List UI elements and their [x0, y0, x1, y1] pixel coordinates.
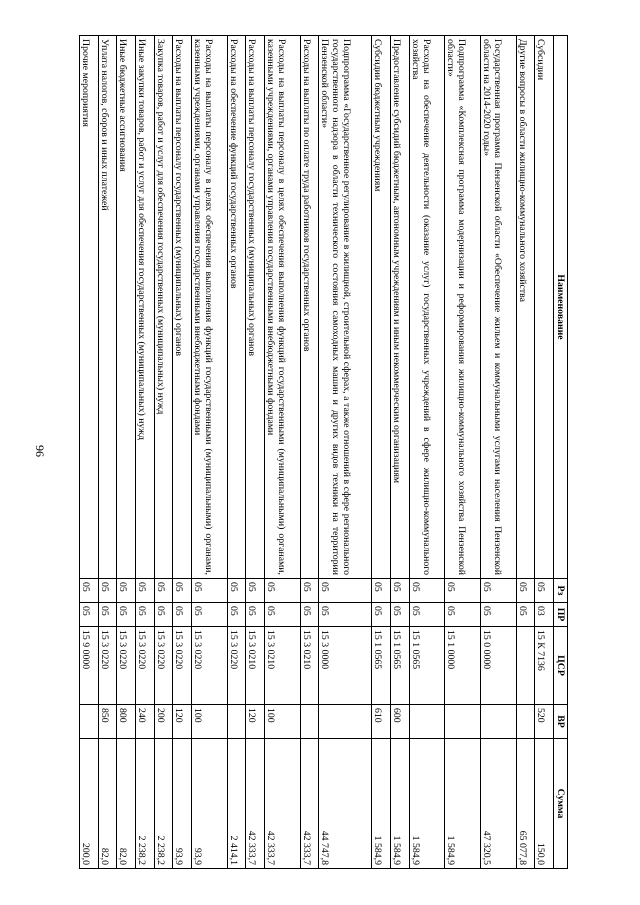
- cell-name: Расходы на выплаты персоналу государственных (муниципальных) органов: [246, 36, 265, 579]
- cell-csr: 15 3 0210: [265, 627, 301, 705]
- table-row: [154, 36, 173, 869]
- cell-csr: 15 3 0220: [117, 627, 136, 705]
- table-row: [173, 36, 192, 869]
- cell-csr: 15 3 0210: [246, 627, 265, 705]
- page-number: 96: [33, 445, 47, 457]
- cell-rz: 05: [445, 579, 481, 603]
- cell-pr: 05: [372, 603, 391, 627]
- table-row: [300, 36, 319, 869]
- cell-vr: [409, 705, 445, 739]
- cell-vr: 240: [136, 705, 155, 739]
- cell-name: Другие вопросы в области жилищно-коммунального хозяйства: [516, 36, 535, 579]
- header-vr: ВР: [554, 705, 568, 739]
- cell-sum: 42 333,7: [246, 739, 265, 869]
- cell-vr: 800: [117, 705, 136, 739]
- cell-rz: 05: [154, 579, 173, 603]
- table-header-row: [554, 36, 568, 869]
- cell-csr: 15 3 0220: [136, 627, 155, 705]
- cell-pr: 05: [390, 603, 409, 627]
- budget-table: [79, 35, 568, 869]
- rotated-table-area: [79, 35, 568, 868]
- cell-pr: 05: [192, 603, 228, 627]
- cell-pr: 05: [319, 603, 372, 627]
- table-row: [227, 36, 246, 869]
- cell-vr: [480, 705, 516, 739]
- cell-rz: 05: [227, 579, 246, 603]
- cell-sum: 93,9: [192, 739, 228, 869]
- header-csr: ЦСР: [554, 627, 568, 705]
- cell-pr: 05: [265, 603, 301, 627]
- cell-vr: 850: [98, 705, 117, 739]
- cell-pr: 05: [136, 603, 155, 627]
- cell-sum: 1 584,9: [445, 739, 481, 869]
- cell-vr: 100: [265, 705, 301, 739]
- cell-sum: 47 320,5: [480, 739, 516, 869]
- cell-pr: 05: [80, 603, 99, 627]
- cell-vr: 520: [535, 705, 554, 739]
- cell-csr: 15 3 0220: [173, 627, 192, 705]
- header-rz: Рз: [554, 579, 568, 603]
- cell-sum: 65 077,8: [516, 739, 535, 869]
- cell-sum: 42 333,7: [265, 739, 301, 869]
- cell-rz: 05: [80, 579, 99, 603]
- cell-csr: 15 1 0565: [372, 627, 391, 705]
- table-row: [480, 36, 516, 869]
- cell-name: Уплата налогов, сборов и иных платежей: [98, 36, 117, 579]
- cell-csr: 15 1 0565: [409, 627, 445, 705]
- cell-name: Расходы на выплаты персоналу в целях обеспечения выполнения функций государственными (муниципальными) органами, казенными учреждениями, органами управления государственными внебюджетными фондами: [265, 36, 301, 579]
- cell-sum: 1 584,9: [372, 739, 391, 869]
- table-row: [136, 36, 155, 869]
- cell-sum: 1 584,9: [390, 739, 409, 869]
- cell-csr: 15 3 0220: [98, 627, 117, 705]
- cell-sum: 2 414,1: [227, 739, 246, 869]
- table-row: [265, 36, 301, 869]
- cell-sum: 150,0: [535, 739, 554, 869]
- cell-pr: 05: [445, 603, 481, 627]
- cell-sum: 82,0: [98, 739, 117, 869]
- cell-sum: 44 747,8: [319, 739, 372, 869]
- cell-pr: 05: [246, 603, 265, 627]
- cell-pr: 05: [227, 603, 246, 627]
- cell-name: Расходы на выплаты персоналу в целях обеспечения выполнения функций государственными (муниципальными) органами, казенными учреждениями, органами управления государственными внебюджетными фондами: [192, 36, 228, 579]
- table-row: [80, 36, 99, 869]
- cell-name: Подпрограмма «Комплексная программа модернизации и реформирования жилищно-коммунального хозяйства Пензенской области»: [445, 36, 481, 579]
- cell-vr: [80, 705, 99, 739]
- cell-rz: 05: [516, 579, 535, 603]
- cell-csr: 15 1 0000: [445, 627, 481, 705]
- cell-rz: 05: [319, 579, 372, 603]
- cell-name: Предоставление субсидий бюджетным, автономным учреждениям и иным некоммерческим организациям: [390, 36, 409, 579]
- cell-rz: 05: [136, 579, 155, 603]
- cell-vr: 200: [154, 705, 173, 739]
- cell-rz: 05: [173, 579, 192, 603]
- cell-sum: 93,9: [173, 739, 192, 869]
- table-row: [192, 36, 228, 869]
- cell-name: Государственная программа Пензенской области «Обеспечение жильем и коммунальными услугами населения Пензенской области на 2014-2020 годы»: [480, 36, 516, 579]
- cell-sum: 2 238,2: [154, 739, 173, 869]
- cell-rz: 05: [246, 579, 265, 603]
- cell-name: Закупка товаров, работ и услуг для обеспечения государственных (муниципальных) нужд: [154, 36, 173, 579]
- cell-vr: [227, 705, 246, 739]
- cell-csr: 15 3 0210: [300, 627, 319, 705]
- cell-pr: 03: [535, 603, 554, 627]
- cell-pr: 05: [300, 603, 319, 627]
- cell-csr: 15 9 0000: [80, 627, 99, 705]
- cell-csr: 15 3 0000: [319, 627, 372, 705]
- cell-name: Субсидии бюджетным учреждениям: [372, 36, 391, 579]
- table-row: [319, 36, 372, 869]
- cell-rz: 05: [192, 579, 228, 603]
- header-sum: Сумма: [554, 739, 568, 869]
- cell-csr: 15 3 0220: [227, 627, 246, 705]
- cell-name: Расходы на выплаты персоналу государственных (муниципальных) органов: [173, 36, 192, 579]
- cell-rz: 05: [98, 579, 117, 603]
- cell-rz: 05: [300, 579, 319, 603]
- cell-vr: 100: [192, 705, 228, 739]
- cell-pr: 05: [409, 603, 445, 627]
- header-name: Наименование: [554, 36, 568, 579]
- cell-rz: 05: [409, 579, 445, 603]
- table-row: [516, 36, 535, 869]
- cell-vr: 610: [372, 705, 391, 739]
- cell-rz: 05: [535, 579, 554, 603]
- table-row: [372, 36, 391, 869]
- cell-pr: 05: [516, 603, 535, 627]
- cell-sum: 200,0: [80, 739, 99, 869]
- cell-name: Расходы на обеспечение деятельности (оказание услуг) государственных учреждений в сфере жилищно-коммунального хозяйства: [409, 36, 445, 579]
- cell-rz: 05: [117, 579, 136, 603]
- table-row: [246, 36, 265, 869]
- cell-vr: [300, 705, 319, 739]
- cell-name: Расходы на обеспечение функций государственных органов: [227, 36, 246, 579]
- cell-name: Субсидии: [535, 36, 554, 579]
- cell-csr: 15 3 0220: [192, 627, 228, 705]
- table-row: [535, 36, 554, 869]
- cell-sum: 42 333,7: [300, 739, 319, 869]
- table-row: [117, 36, 136, 869]
- cell-csr: 15 К 7136: [535, 627, 554, 705]
- table-row: [409, 36, 445, 869]
- cell-csr: [516, 627, 535, 705]
- cell-pr: 05: [117, 603, 136, 627]
- cell-csr: 15 0 0000: [480, 627, 516, 705]
- cell-vr: [319, 705, 372, 739]
- cell-vr: 120: [173, 705, 192, 739]
- cell-csr: 15 3 0220: [154, 627, 173, 705]
- cell-name: Подпрограмма «Государственное регулирование в жилищной, строительной сферах, а также отношений в сфере регионального государственного надзора в области технического состояния самоходных машин и других видов техники на территории Пензенской области»: [319, 36, 372, 579]
- table-row: [98, 36, 117, 869]
- cell-sum: 1 584,9: [409, 739, 445, 869]
- cell-pr: 05: [98, 603, 117, 627]
- cell-vr: [445, 705, 481, 739]
- cell-rz: 05: [372, 579, 391, 603]
- cell-name: Иные закупки товаров, работ и услуг для обеспечения государственных (муниципальных) нужд: [136, 36, 155, 579]
- cell-pr: 05: [173, 603, 192, 627]
- cell-vr: [516, 705, 535, 739]
- header-pr: ПР: [554, 603, 568, 627]
- cell-vr: 120: [246, 705, 265, 739]
- table-row: [390, 36, 409, 869]
- cell-rz: 05: [265, 579, 301, 603]
- cell-pr: 05: [154, 603, 173, 627]
- cell-rz: 05: [480, 579, 516, 603]
- cell-rz: 05: [390, 579, 409, 603]
- cell-name: Расходы на выплаты по оплате труда работников государственных органов: [300, 36, 319, 579]
- table-row: [445, 36, 481, 869]
- cell-pr: 05: [480, 603, 516, 627]
- cell-name: Иные бюджетные ассигнования: [117, 36, 136, 579]
- cell-sum: 82,0: [117, 739, 136, 869]
- cell-csr: 15 1 0565: [390, 627, 409, 705]
- cell-sum: 2 238,2: [136, 739, 155, 869]
- cell-name: Прочие мероприятия: [80, 36, 99, 579]
- cell-vr: 600: [390, 705, 409, 739]
